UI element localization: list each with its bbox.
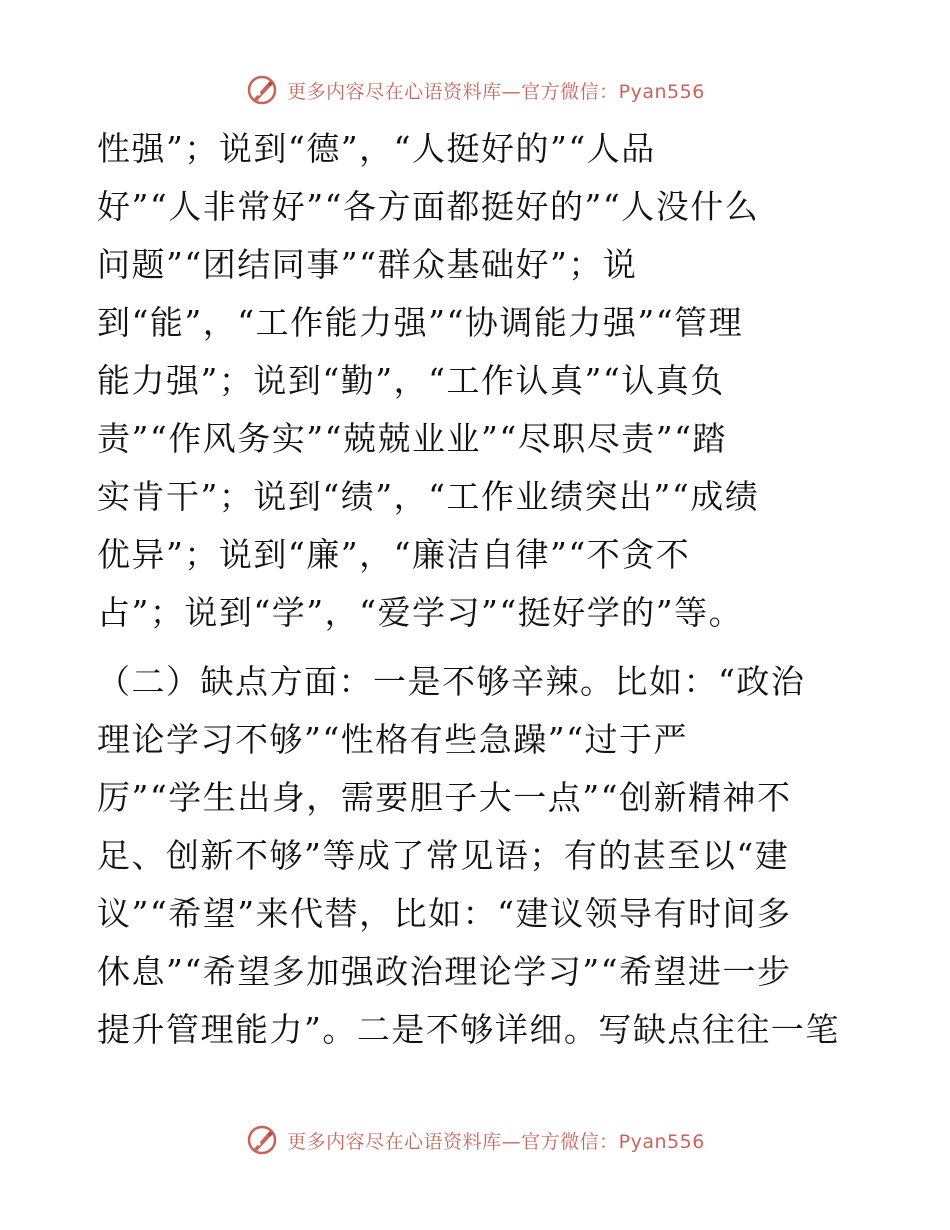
footer-watermark [0,1120,950,1160]
text-line: 休息”“希望多加强政治理论学习”“希望进一步 [97,952,792,991]
text-line: 好”“人非常好”“各方面都挺好的”“人没什么 [97,187,760,226]
document-body [97,120,857,1059]
header-watermark-text: 更多内容尽在心语资料库—官方微信：Pyan556 [287,80,705,103]
text-line: 问题”“团结同事”“群众基础好”；说 [97,245,638,284]
text-line: 到“能”，“工作能力强”“协调能力强”“管理 [97,303,744,342]
text-line: 能力强”；说到“勤”，“工作认真”“认真负 [97,361,725,400]
paragraph-spacer [97,642,857,653]
text-line: 足、创新不够”等成了常见语；有的甚至以“建 [97,836,790,875]
pen-circle-logo-icon [245,73,279,107]
text-line: 理论学习不够”“性格有些急躁”“过于严 [97,720,688,759]
text-line: 实肯干”；说到“绩”，“工作业绩突出”“成绩 [97,477,760,516]
text-line: 提升管理能力”。二是不够详细。写缺点往往一笔 [97,1010,840,1049]
text-line: 优异”；说到“廉”，“廉洁自律”“不贪不 [97,535,691,574]
footer-watermark-text: 更多内容尽在心语资料库—官方微信：Pyan556 [287,1130,705,1153]
text-line: 责”“作风务实”“兢兢业业”“尽职尽责”“踏 [97,419,727,458]
header-watermark [0,70,950,110]
text-line: （二）缺点方面：一是不够辛辣。比如：“政治 [97,662,806,701]
text-line: 占”；说到“学”，“爱学习”“挺好学的”等。 [97,593,744,632]
text-line: 厉”“学生出身，需要胆子大一点”“创新精神不 [97,778,792,817]
pen-circle-logo-icon [245,1123,279,1157]
paragraph-1 [97,120,857,642]
paragraph-2 [97,653,857,1059]
text-line: 议”“希望”来代替，比如：“建议领导有时间多 [97,894,792,933]
text-line: 性强”；说到“德”，“人挺好的”“人品 [97,129,656,168]
